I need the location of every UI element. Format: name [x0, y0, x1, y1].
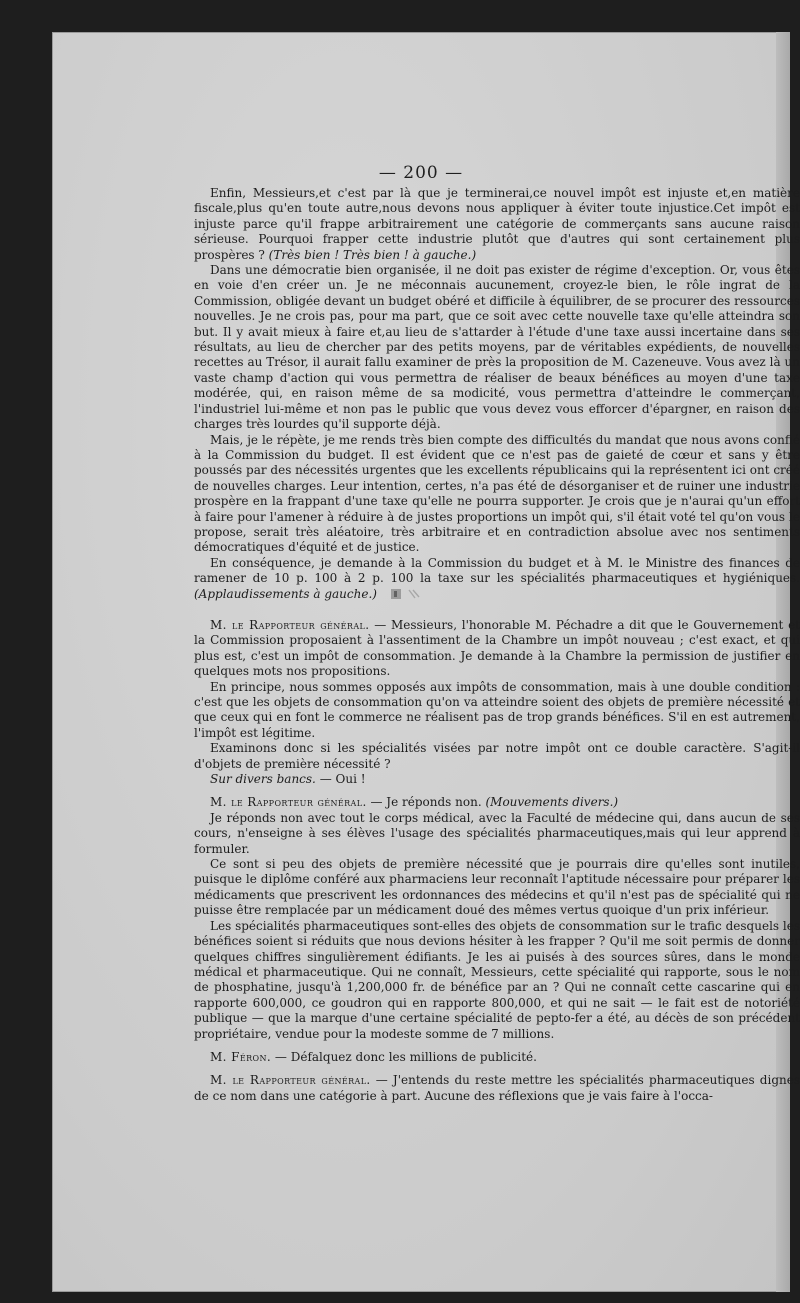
paragraph-12: Les spécialités pharmaceutiques sont-elles des objets de consommation sur le trafic desquels les bénéfices soient si réduits que nous devions hésiter à les frapper ? Qu'il me soit permis de donner quelques chiffres singulièrement édifiants. Je les ai puisés à des sources sûres, dans le monde médical et pharmaceutique. Qui ne connaît, Messieurs, cette spécialité qui rapporte, sous le nom de phosphatine, jusqu'à 1,200,000 fr. de bénéfice par an ? Qui ne connaît cette cascarine qui en rapporte 600,000, ce goudron qui en rapporte 800,000, et qui ne sait — le fait est de notoriété publique — que la marque d'une certaine spécialité de pepto-fer a été, au décès de son précédent propriétaire, vendue pour la modeste somme de 7 millions. [194, 918, 800, 1041]
page-number: — 200 — [378, 163, 464, 183]
reaction-note: (Mouvements divers.) [485, 795, 619, 810]
paragraph-8: Sur divers bancs. — Oui ! [210, 772, 366, 787]
paragraph-2: Dans une démocratie bien organisée, il ne doit pas exister de régime d'exception. Or, vous êtes en voie d'en créer un. Je ne méconnais aucunement, croyez-le bien, le rôle ingrat de la Commission, obligée devant un budget obéré et difficile à équilibrer, de se procurer des ressources nouvelles. Je ne crois pas, pour ma part, que ce soit avec cette nouvelle taxe qu'elle atteindra son but. Il y avait mieux à faire et,au lieu de s'attarder à l'étude d'une taxe aussi incertaine dans ses résultats, au lieu de chercher par des petits moyens, par de véritables expédients, de nouvelles recettes au Trésor, il aurait fallu examiner de près la proposition de M. Cazeneuve. Vous avez là un vaste champ d'action qui vous permettra de réaliser de beaux bénéfices au moyen d'une taxe modérée, qui, en raison même de sa modicité, vous permettra d'atteindre le commerçant, l'industriel lui-même et non pas le public que vous devez vous efforcer d'épargner, en raison des charges très lourdes qu'il supporte déjà. [194, 263, 800, 432]
speaker-name: M. le Rapporteur général. [210, 795, 367, 810]
applause-note: (Applaudissements à gauche.) [194, 586, 377, 601]
text-body [194, 186, 800, 1104]
interjection-lead: Sur divers bancs. [210, 772, 316, 787]
ink-smudge-mark [389, 587, 425, 601]
paragraph-4: En conséquence, je demande à la Commission du budget et à M. le Ministre des finances de ramener de 10 p. 100 à 2 p. 100 la taxe sur les spécialités pharmaceutiques et hygiéniques. (Applaudissements à gauche.) [194, 555, 800, 601]
paragraph-3: Mais, je le répète, je me rends très bien compte des difficultés du mandat que nous avons confié à la Commission du budget. Il est évident que ce n'est pas de gaieté de cœur et sans y être poussés par des nécessités urgentes que les excellents républicains qui la représentent ici ont créé de nouvelles charges. Leur intention, certes, n'a pas été de désorganiser et de ruiner une industrie prospère en la frappant d'une taxe qu'elle ne pourra supporter. Je crois que je n'aurai qu'un effort à faire pour l'amener à réduire à de justes proportions un impôt qui, s'il était voté tel qu'on vous le propose, serait très aléatoire, très arbitraire et en contradiction absolue avec nos sentiments démocratiques d'équité et de justice. [194, 432, 800, 555]
speaker-name: M. Féron. [210, 1049, 272, 1064]
paragraph-10: Je réponds non avec tout le corps médical, avec la Faculté de médecine qui, dans aucun de ses cours, n'enseigne à ses élèves l'usage des spécialités pharmaceutiques,mais qui leur apprend à formuler. [194, 810, 800, 856]
paragraph-9: M. le Rapporteur général. — Je réponds non. (Mouvements divers.) [210, 795, 619, 810]
paragraph-7: Examinons donc si les spécialités visées par notre impôt ont ce double caractère. S'agit-il d'objets de première nécessité ? [194, 741, 800, 771]
paragraph-11: Ce sont si peu des objets de première nécessité que je pourrais dire qu'elles sont inutiles, puisque le diplôme conféré aux pharmaciens leur reconnaît l'aptitude nécessaire pour préparer les médicaments que prescrivent les ordonnances des médecins et qu'il n'est pas de spécialité qui ne puisse être remplacée par un médicament doué des mêmes vertus quoique d'un prix inférieur. [194, 857, 800, 918]
paragraph-13: M. Féron. — Défalquez donc les millions de publicité. [210, 1049, 537, 1064]
document-page [52, 32, 800, 1292]
paragraph-5: M. le Rapporteur général. — Messieurs, l'honorable M. Péchadre a dit que le Gouvernement et la Commission proposaient à l'assentiment de la Chambre un impôt nouveau ; c'est exact, et qui plus est, c'est un impôt de consommation. Je demande à la Chambre la permission de justifier en quelques mots nos propositions. [194, 617, 800, 679]
speaker-name: M. le Rapporteur général. [210, 617, 370, 632]
paragraph-6: En principe, nous sommes opposés aux impôts de consommation, mais à une double condition : c'est que les objets de consommation qu'on va atteindre soient des objets de première nécessité et que ceux qui en font le commerce ne réalisent pas de trop grands bénéfices. S'il en est autrement, l'impôt est légitime. [194, 679, 800, 740]
paragraph-14: M. le Rapporteur général. — J'entends du reste mettre les spécialités pharmaceutiques dignes de ce nom dans une catégorie à part. Aucune des réflexions que je vais faire à l'occa- [194, 1073, 800, 1103]
applause-note: (Très bien ! Très bien ! à gauche.) [268, 247, 477, 262]
speaker-name: M. le Rapporteur général. [210, 1073, 371, 1088]
paragraph-1: Enfin, Messieurs,et c'est par là que je terminerai,ce nouvel impôt est injuste et,en matière fiscale,plus qu'en toute autre,nous devons nous appliquer à éviter toute injustice.Cet impôt est injuste parce qu'il frappe arbitrairement une catégorie de commerçants sans aucune raison sérieuse. Pourquoi frapper cette industrie plutôt que d'autres qui sont certainement plus prospères ? (Très bien ! Très bien ! à gauche.) [194, 186, 800, 262]
